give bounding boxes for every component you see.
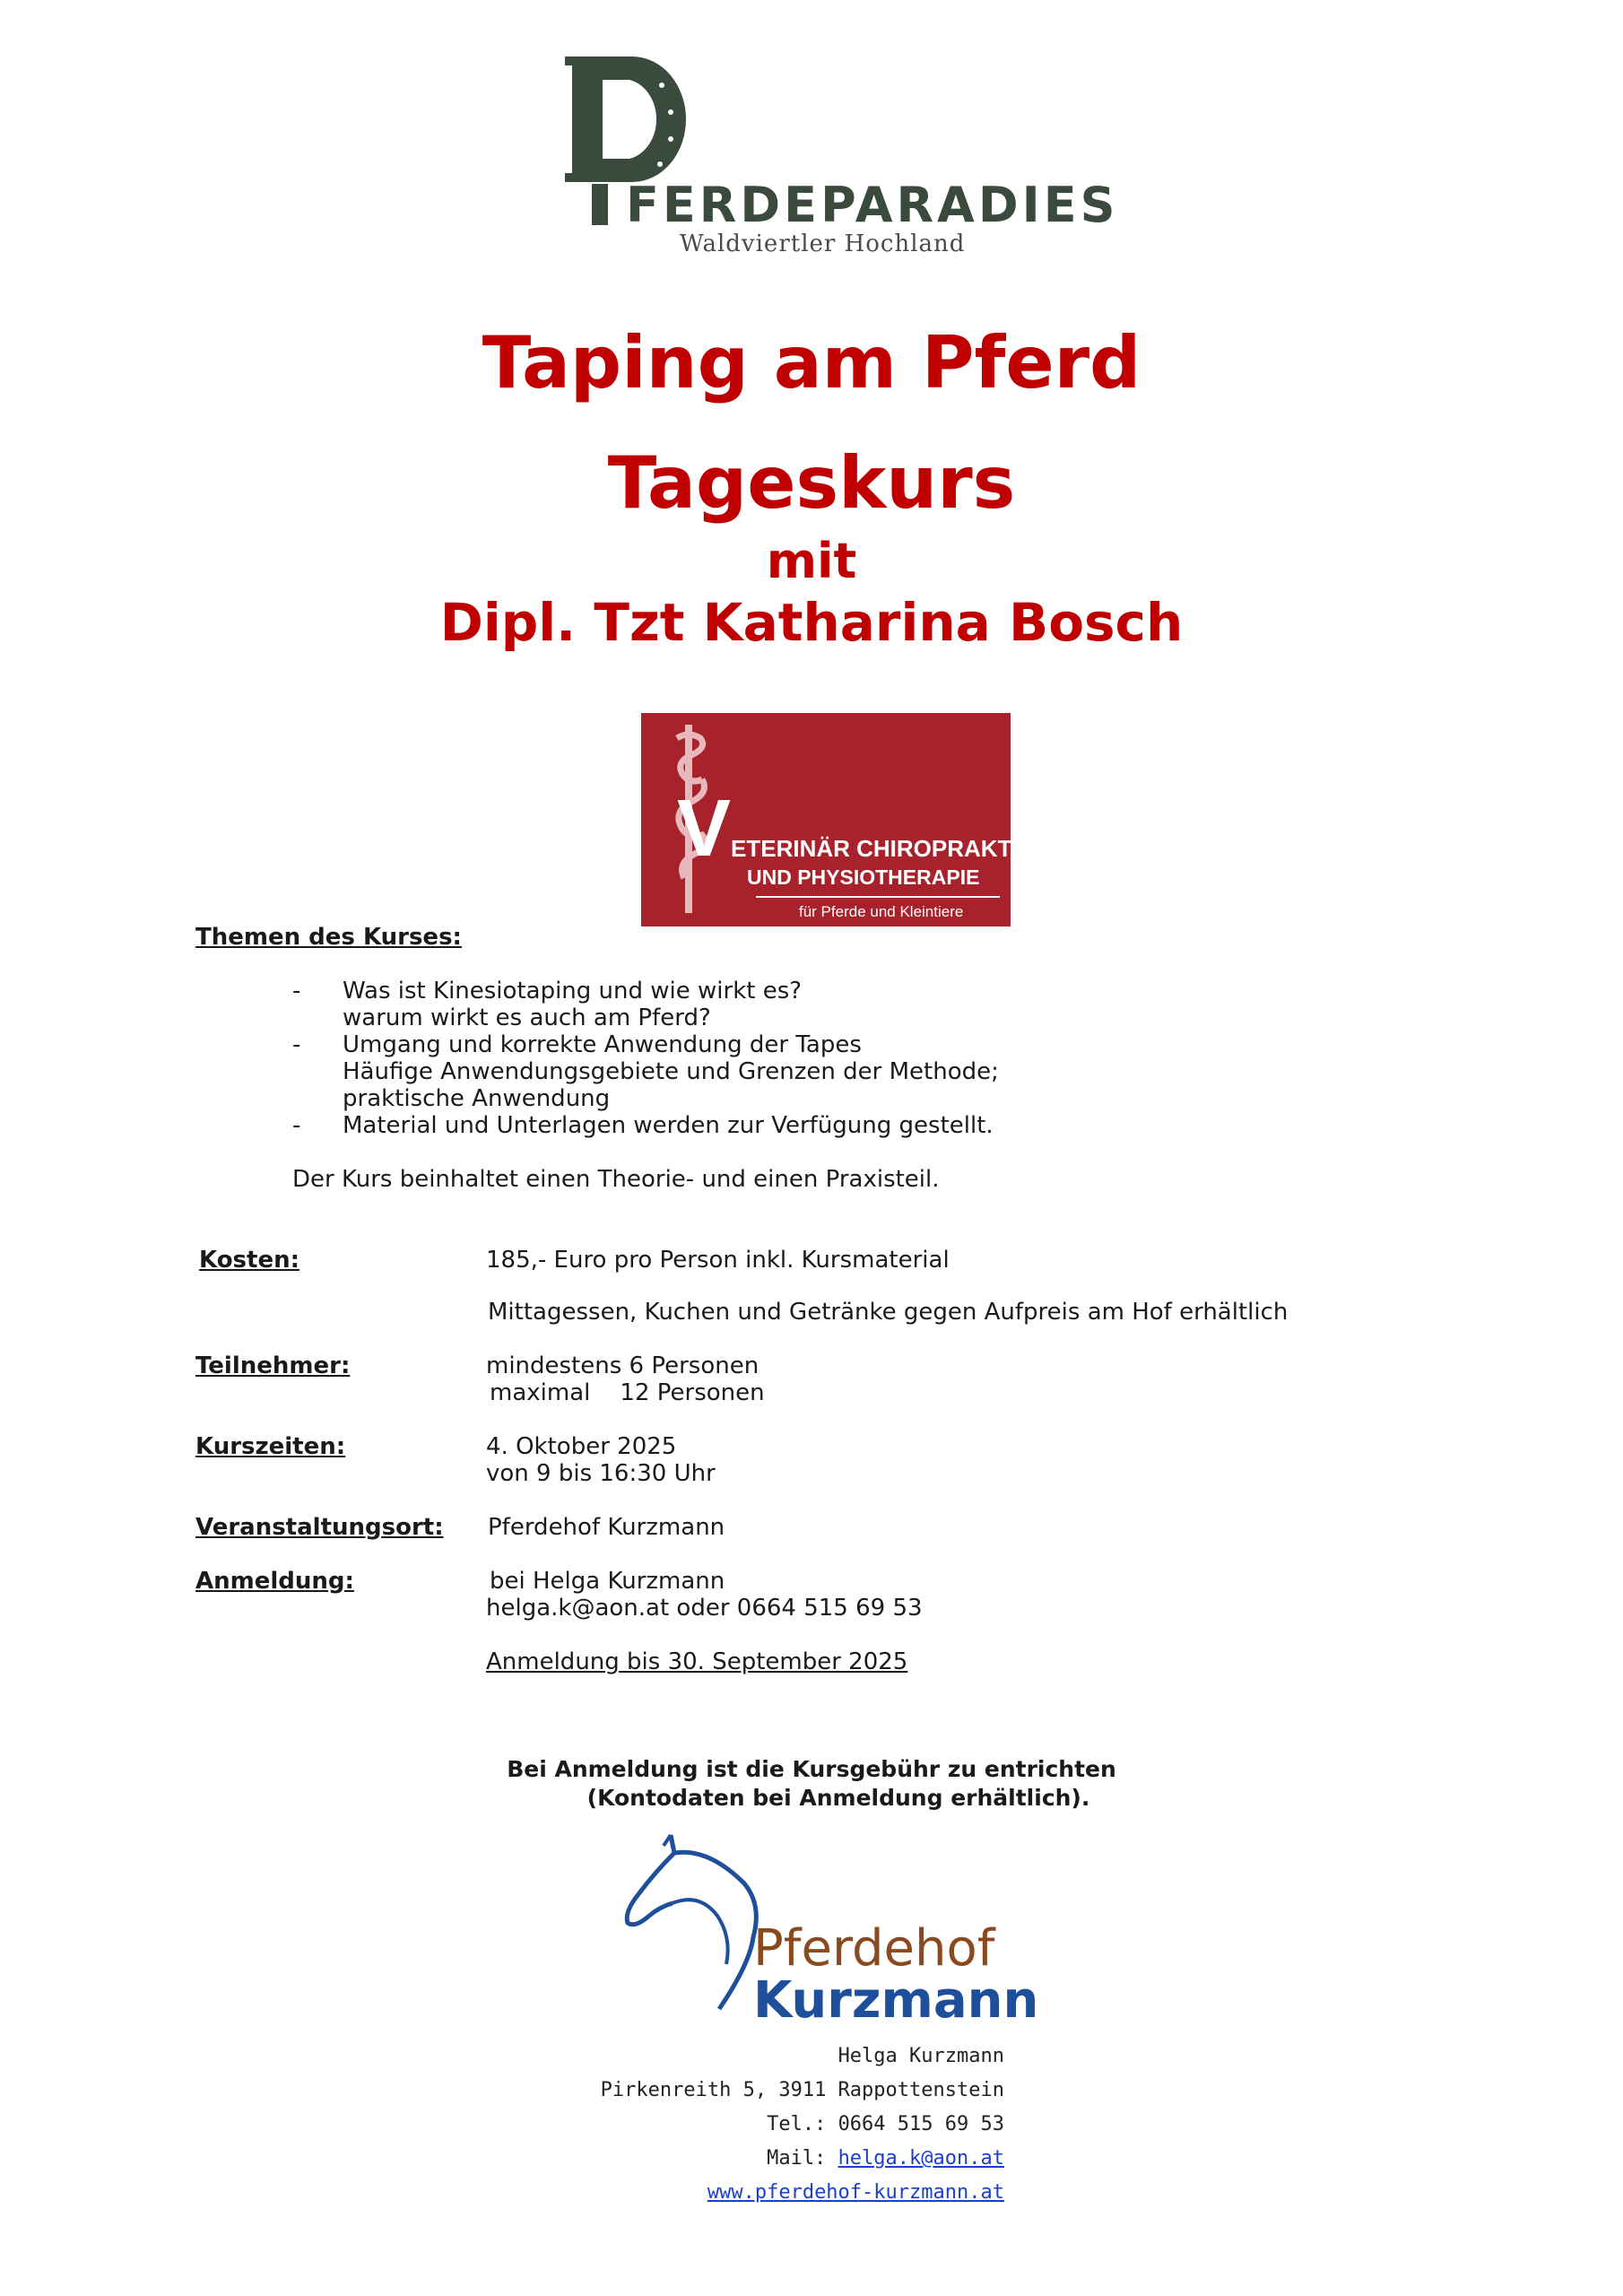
footer-logo-name2: Kurzmann — [753, 1971, 1039, 2030]
teilnehmer-label: Teilnehmer: — [195, 1352, 351, 1379]
payment-note-line2: (Kontodaten bei Anmeldung erhältlich). — [586, 1785, 1090, 1811]
vet-logo-letter: V — [677, 784, 732, 874]
teilnehmer-min: mindestens 6 Personen — [486, 1352, 759, 1379]
kurszeiten-date: 4. Oktober 2025 — [486, 1433, 677, 1460]
footer-mail-row — [767, 2147, 1004, 2170]
vet-logo-line3: für Pferde und Kleintiere — [799, 903, 964, 920]
topic-line: Was ist Kinesiotaping und wie wirkt es? — [343, 978, 803, 1004]
title-line2: Tageskurs — [607, 441, 1016, 525]
vet-logo-line2: UND PHYSIOTHERAPIE — [747, 865, 980, 889]
bullet-dash: - — [292, 1112, 301, 1139]
topic-line: warum wirkt es auch am Pferd? — [343, 1004, 711, 1031]
anmeldung-label: Anmeldung: — [195, 1568, 354, 1595]
topic-item — [292, 1031, 1099, 1112]
topics-list — [292, 978, 1099, 1139]
topic-line: Häufige Anwendungsgebiete und Grenzen der Methode; — [343, 1058, 999, 1085]
anmeldung-name: bei Helga Kurzmann — [490, 1568, 725, 1595]
title-line3: mit — [766, 533, 857, 589]
kosten-label: Kosten: — [199, 1247, 299, 1274]
payment-note-line1: Bei Anmeldung ist die Kursgebühr zu entrichten — [507, 1756, 1116, 1782]
header-logo-name: FERDEPARADIES — [626, 177, 1119, 233]
ort-value: Pferdehof Kurzmann — [488, 1514, 725, 1541]
anmeldung-contact: helga.k@aon.at oder 0664 515 69 53 — [486, 1595, 923, 1622]
kosten-extra: Mittagessen, Kuchen und Getränke gegen Aufpreis am Hof erhältlich — [488, 1299, 1289, 1326]
footer-tel: Tel.: 0664 515 69 53 — [767, 2113, 1004, 2135]
footer-mail-link[interactable]: helga.k@aon.at — [838, 2147, 1004, 2170]
topic-item — [292, 978, 1099, 1031]
topic-item — [292, 1112, 1099, 1139]
footer-person: Helga Kurzmann — [838, 2045, 1004, 2067]
title-line1: Taping am Pferd — [482, 321, 1141, 404]
topics-note: Der Kurs beinhaltet einen Theorie- und einen Praxisteil. — [292, 1166, 940, 1193]
footer-logo-name1: Pferdehof — [753, 1919, 995, 1978]
footer-web-link[interactable]: www.pferdehof-kurzmann.at — [707, 2181, 1004, 2204]
bullet-dash: - — [292, 978, 301, 1004]
header-logo-bar — [592, 184, 608, 225]
kosten-value: 185,- Euro pro Person inkl. Kursmaterial — [486, 1247, 950, 1274]
topic-line: praktische Anwendung — [343, 1085, 611, 1112]
topic-line: Material und Unterlagen werden zur Verfügung gestellt. — [343, 1112, 994, 1139]
vet-logo-divider — [756, 896, 1000, 898]
anmeldung-deadline: Anmeldung bis 30. September 2025 — [486, 1648, 908, 1675]
footer-address: Pirkenreith 5, 3911 Rappottenstein — [600, 2079, 1004, 2101]
footer-logo — [600, 1830, 1039, 2215]
title-line4: Dipl. Tzt Katharina Bosch — [439, 592, 1184, 653]
header-logo — [565, 49, 1119, 265]
topics-heading: Themen des Kurses: — [195, 924, 462, 951]
footer-mail-label: Mail: — [767, 2147, 827, 2170]
kurszeiten-label: Kurszeiten: — [195, 1433, 346, 1460]
vet-logo-line1: ETERINÄR CHIROPRAKTIK — [731, 835, 1036, 862]
header-logo-subtitle: Waldviertler Hochland — [680, 230, 966, 257]
vet-logo — [641, 713, 1036, 926]
ort-label: Veranstaltungsort: — [195, 1514, 444, 1541]
teilnehmer-max: maximal 12 Personen — [490, 1379, 765, 1406]
topic-line: Umgang und korrekte Anwendung der Tapes — [343, 1031, 862, 1058]
bullet-dash: - — [292, 1031, 301, 1058]
kurszeiten-time: von 9 bis 16:30 Uhr — [486, 1460, 716, 1487]
